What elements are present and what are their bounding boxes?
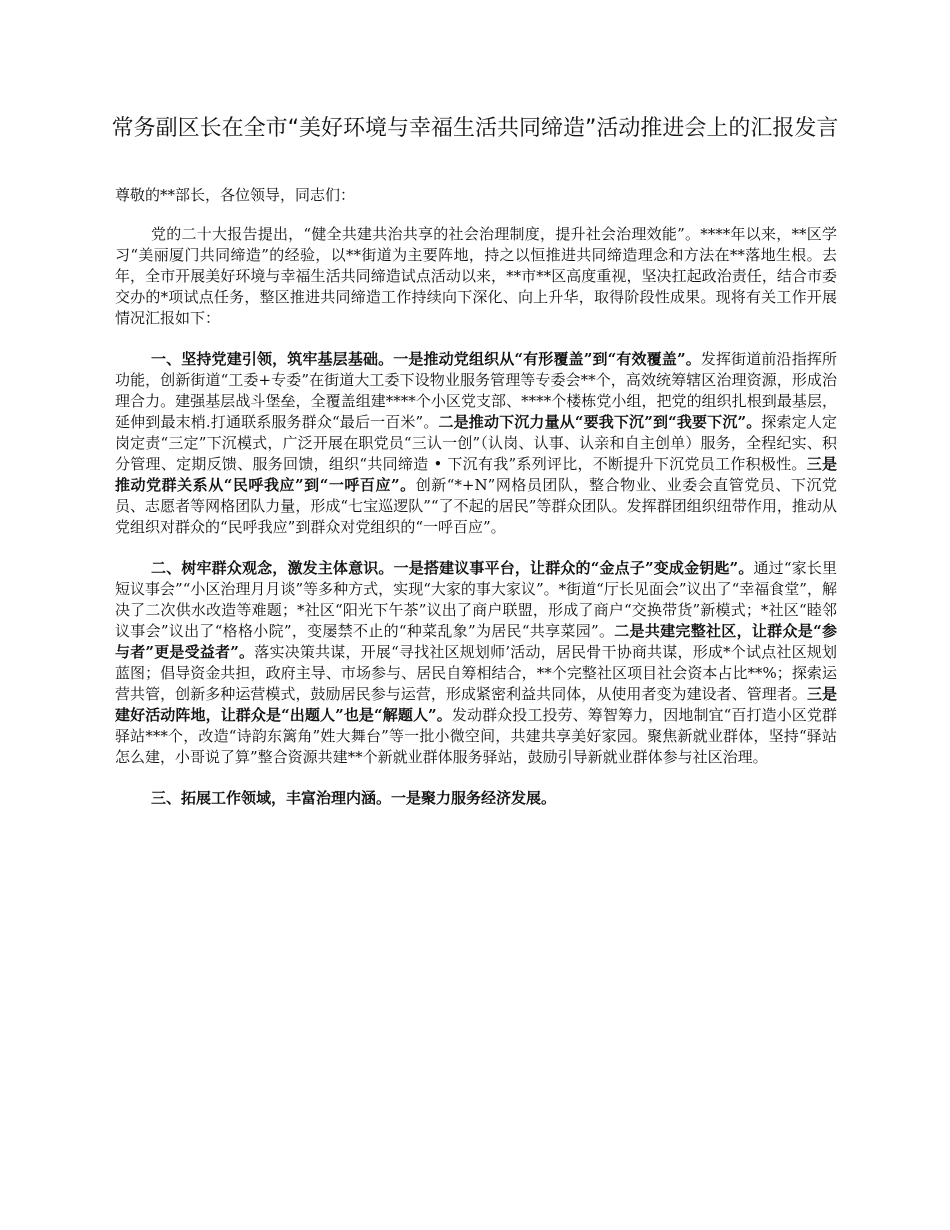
section-2-point-2-text: 落实决策共谋，开展“寻找社区规划师’活动，居民骨干协商共谋，形成*个试点社区规划蓝图；倡导资金共担，政府主导、市场参与、居民自筹相结合，**个完整社区项目社会资本占比**%；探索运营共管，创新多种运营模式，鼓励居民参与运营，形成紧密利益共同体，从使用者变为建设者、管理者。 [115, 643, 837, 703]
salutation: 尊敬的**部长，各位领导，同志们： [115, 186, 356, 204]
section-1-point-3-text: 创新“*+N”网格员团队，整合物业、业委会直管党员、下沉党员、志愿者等网格团队力量，形成“七宝巡逻队”“了不起的居民”等群众团队。发挥群团组织纽带作用，推动从党组织对群众的“民呼我应”到群众对党组织的“一呼百应”。 [115, 476, 837, 536]
section-2-point-3-text: 发动群众投工投劳、筹智筹力，因地制宜“百打造小区党群驿站***个，改造“诗韵东篱角”姓大舞台”等一批小微空间，共建共享美好家园。聚焦新就业群体，坚持“驿站怎么建，小哥说了算”整合资源共建**个新就业群体服务驿站，鼓励引导新就业群体参与社区治理。 [115, 706, 838, 766]
section-1-paragraph [115, 349, 837, 538]
section-1-point-3-title: 三是推动党群关系从“民呼我应”到“一呼百应”。 [115, 455, 837, 494]
section-1-point-2-text: 探索定人定岗定责“三定”下沉模式，广泛开展在职党员“三认一创”（认岗、认事、认亲和自主创单）服务，全程纪实、积分管理、定期反馈、服务回馈，组织“共同缔造 • 下沉有我”系列评比，不断提升下沉党员工作积极性。 [115, 413, 837, 473]
section-2-point-2-title: 二是共建完整社区，让群众是“参与者”更是受益者”。 [115, 622, 837, 661]
section-2-point-3-title: 三是建好活动阵地，让群众是“出题人”也是“解题人”。 [115, 685, 837, 724]
intro-paragraph: 党的二十大报告提出，“健全共建共治共享的社会治理制度，提升社会治理效能”。****年以来，**区学习“美丽厦门共同缔造”的经验，以**街道为主要阵地，持之以恒推进共同缔造理念和方法在**落地生根。去年，全市开展美好环境与幸福生活共同缔造试点活动以来，**市**区高度重视，坚决扛起政治责任，结合市委交办的*项试点任务，整区推进共同缔造工作持续向下深化、向上升华，取得阶段性成果。现将有关工作开展情况汇报如下： [115, 225, 837, 327]
section-1-point-1-title: 一是推动党组织从“有形覆盖”到“有效覆盖”。 [393, 350, 701, 368]
document-body [115, 185, 837, 829]
section-3-heading: 三、拓展工作领域，丰富治理内涵。 [151, 789, 392, 807]
section-3-paragraph [115, 788, 837, 809]
document-title: 常务副区长在全市“美好环境与幸福生活共同缔造”活动推进会上的汇报发言 [111, 116, 839, 141]
section-2-point-1-title: 一是搭建议事平台，让群众的“金点子”变成金钥匙”。 [393, 559, 754, 577]
section-2-heading: 二、树牢群众观念，激发主体意识。 [151, 559, 394, 577]
section-2-paragraph [115, 558, 837, 768]
section-3-point-1-title: 一是聚力服务经济发展。 [391, 789, 557, 807]
section-1-point-1-text: 发挥街道前沿指挥所功能，创新街道“工委+专委”在街道大工委下设物业服务管理等专委会**个，高效统筹辖区治理资源，形成治理合力。建强基层战斗堡垒，全覆盖组建****个小区党支部、****个楼栋党小组，把党的组织扎根到最基层，延伸到最末梢.打通联系服务群众“最后一百米”。 [115, 350, 837, 431]
section-2-point-1-text: 通过“家长里短议事会”“小区治理月月谈”等多种方式，实现“大家的事大家议”。*街道“厅长见面会”议出了“幸福食堂”，解决了二次供水改造等难题；*社区“阳光下午茶”议出了商户联盟，形成了商户“交换带货”新模式；*社区“睦邻议事会”议出了“格格小院”，变屡禁不止的“种菜乱象”为居民“共享菜园”。 [115, 559, 837, 640]
section-1-point-2-title: 二是推动下沉力量从“要我下沉”到“我要下沉”。 [438, 413, 762, 431]
section-1-heading: 一、坚持党建引领，筑牢基层基础。 [151, 350, 394, 368]
